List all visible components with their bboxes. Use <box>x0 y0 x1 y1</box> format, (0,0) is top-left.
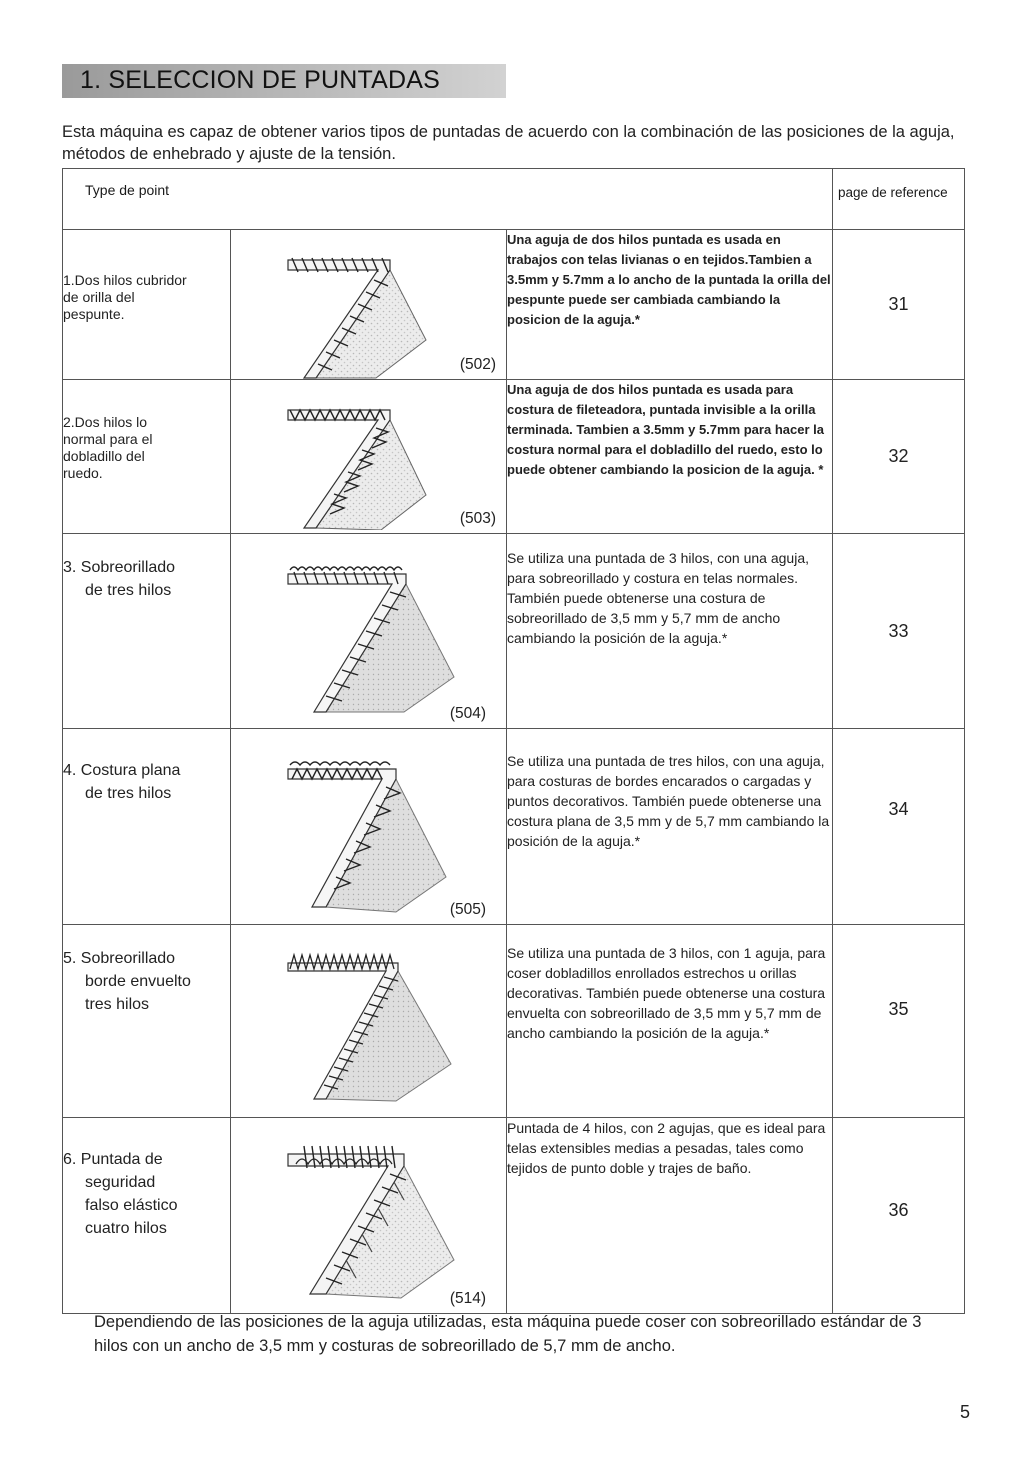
stitch-code: (503) <box>459 510 496 527</box>
stitch-description <box>507 380 833 534</box>
stitch-504-illustration <box>286 562 456 722</box>
stitch-description-text: Puntada de 4 hilos, con 2 agujas, que es ideal para telas extensibles medias a pesadas, tales como tejidos de punto doble y trajes de baño. <box>507 1120 826 1176</box>
stitch-514-illustration <box>286 1142 456 1302</box>
table-row <box>63 1118 965 1314</box>
stitch-code: (505) <box>449 901 486 918</box>
header-page-reference: page de reference <box>833 169 965 230</box>
stitch-name <box>63 729 231 925</box>
stitch-name-line: dobladillo del <box>63 448 145 464</box>
stitch-name <box>63 925 231 1118</box>
stitch-illustration-cell <box>231 230 507 380</box>
page-reference: 36 <box>833 1118 965 1314</box>
stitch-description <box>507 925 833 1118</box>
stitch-code: (514) <box>449 1290 486 1307</box>
stitch-name-line: tres hilos <box>85 996 150 1013</box>
stitch-name <box>63 380 231 534</box>
stitch-name-line: 4. Costura plana <box>63 762 181 779</box>
stitch-name-line: borde envuelto <box>85 973 191 990</box>
page-reference: 31 <box>833 230 965 380</box>
stitch-description-text: Se utiliza una puntada de tres hilos, con una aguja, para costuras de bordes encarados o cargadas y puntos decorativos. También puede obtenerse una costura plana de 3,5 mm y de 5,7 mm cambiando la posición de la aguja.* <box>507 753 830 849</box>
stitch-illustration-cell <box>231 534 507 729</box>
header-type-of-stitch: Type de point <box>63 169 833 230</box>
stitch-description-text: Una aguja de dos hilos puntada es usada para costura de fileteadora, puntada invisible a la orilla terminada. Tambien a 3.5mm y 5.7mm para hacer la costura normal para el dobladillo del ruedo, esto lo puede obtener cambiando la posicion de la aguja. * <box>507 382 824 477</box>
stitch-code: (502) <box>459 356 496 373</box>
stitch-name-line: de tres hilos <box>85 582 172 599</box>
stitch-503-illustration <box>286 400 436 530</box>
stitch-name-line: pespunte. <box>63 306 125 322</box>
table-row <box>63 380 965 534</box>
stitch-502-illustration <box>286 250 436 380</box>
stitch-rolled-hem-illustration <box>286 949 456 1109</box>
stitch-name-line: ruedo. <box>63 465 103 481</box>
page-reference: 33 <box>833 534 965 729</box>
stitch-name-line: falso elástico <box>85 1197 178 1214</box>
stitch-code: (504) <box>449 705 486 722</box>
stitch-name-line: seguridad <box>85 1174 156 1191</box>
table-row <box>63 925 965 1118</box>
stitch-illustration-cell <box>231 1118 507 1314</box>
stitch-name <box>63 534 231 729</box>
stitch-name-line: 1.Dos hilos cubridor <box>63 272 187 288</box>
stitch-name-line: de orilla del <box>63 289 135 305</box>
stitch-description <box>507 729 833 925</box>
section-heading-bar <box>62 64 506 98</box>
stitch-illustration-cell <box>231 380 507 534</box>
stitch-description-text: Se utiliza una puntada de 3 hilos, con 1 aguja, para coser dobladillos enrollados estrechos u orillas decorativas. También puede obtenerse una costura envuelta con sobreorillado de 3,5 mm y 5,7 mm de ancho cambiando la posición de la aguja.* <box>507 945 826 1041</box>
stitch-name <box>63 1118 231 1314</box>
table-row <box>63 729 965 925</box>
stitch-name <box>63 230 231 380</box>
stitch-505-illustration <box>286 757 456 917</box>
table-header-row <box>63 169 965 230</box>
table-row <box>63 230 965 380</box>
stitch-name-line: 3. Sobreorillado <box>63 559 176 576</box>
stitch-illustration-cell <box>231 729 507 925</box>
stitch-description-text: Se utiliza una puntada de 3 hilos, con una aguja, para sobreorillado y costura en telas normales. También puede obtenerse una costura de sobreorillado de 3,5 mm y 5,7 mm de ancho cambiando la posición de la aguja.* <box>507 550 810 646</box>
stitch-name-line: 6. Puntada de <box>63 1151 163 1168</box>
page-number: 5 <box>960 1402 971 1422</box>
stitch-types-table <box>62 168 965 1314</box>
stitch-illustration-cell <box>231 925 507 1118</box>
footer-note: Dependiendo de las posiciones de la aguja utilizadas, esta máquina puede coser con sobreorillado estándar de 3 hilos con un ancho de 3,5 mm y costuras de sobreorillado de 5,7 mm de ancho. <box>94 1313 922 1355</box>
table-row <box>63 534 965 729</box>
page-reference: 32 <box>833 380 965 534</box>
stitch-description <box>507 534 833 729</box>
stitch-name-line: normal para el <box>63 431 153 447</box>
stitch-name-line: de tres hilos <box>85 785 172 802</box>
page-reference: 34 <box>833 729 965 925</box>
section-title: 1. SELECCION DE PUNTADAS <box>80 66 440 94</box>
stitch-description <box>507 230 833 380</box>
intro-paragraph: Esta máquina es capaz de obtener varios tipos de puntadas de acuerdo con la combinación de las posiciones de la aguja, métodos de enhebrado y ajuste de la tensión. <box>62 123 955 163</box>
page-reference: 35 <box>833 925 965 1118</box>
stitch-name-line: 5. Sobreorillado <box>63 950 176 967</box>
stitch-description-text: Una aguja de dos hilos puntada es usada en trabajos con telas livianas o en tejidos.Tambien a 3.5mm y 5.7mm a lo ancho de la puntada la orilla del pespunte puede ser cambiada cambiando la posicion de la aguja.* <box>507 232 831 327</box>
stitch-name-line: cuatro hilos <box>85 1220 167 1237</box>
stitch-description <box>507 1118 833 1314</box>
stitch-name-line: 2.Dos hilos lo <box>63 414 148 430</box>
